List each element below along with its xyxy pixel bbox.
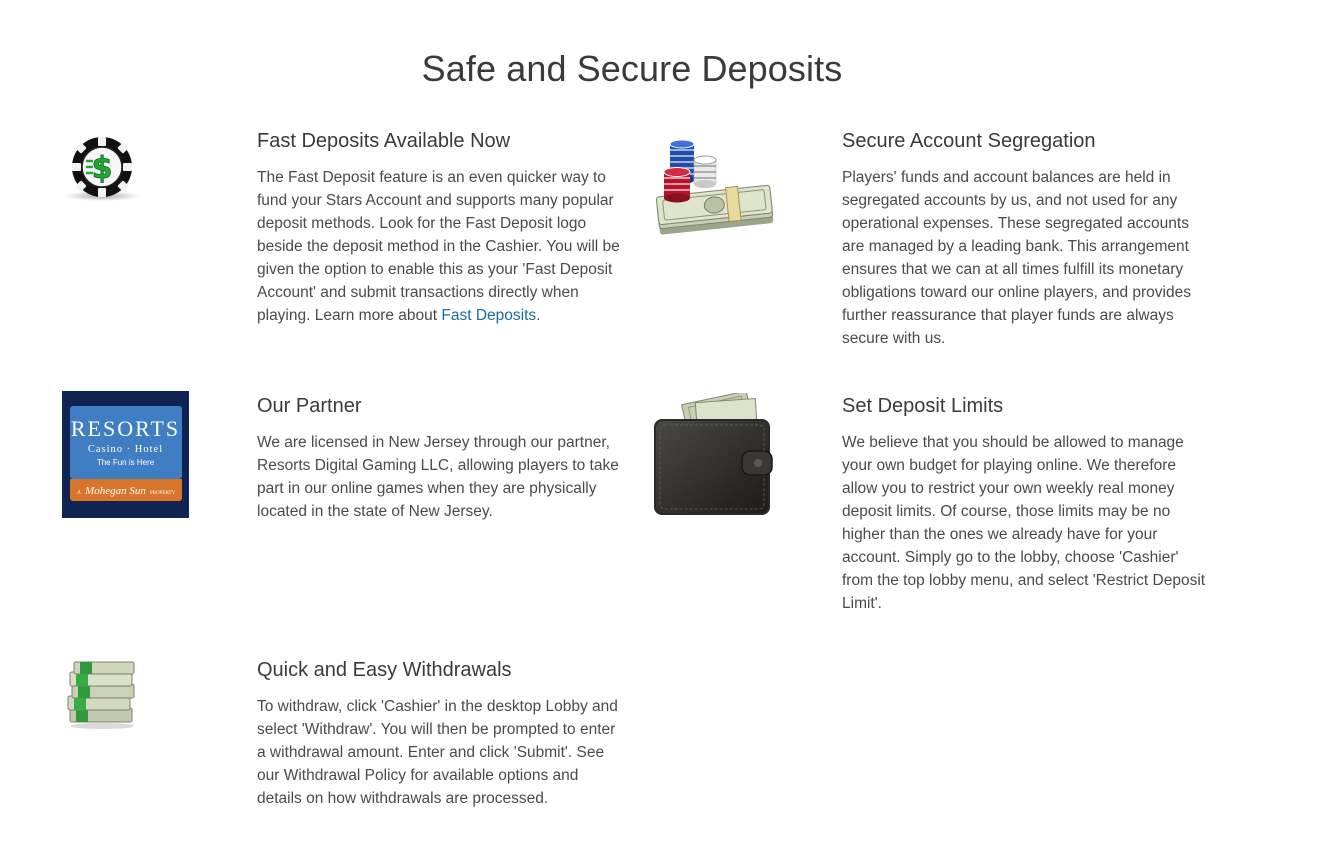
resorts-logo-name: RESORTS: [70, 416, 181, 441]
resorts-logo-brand-prefix: A: [76, 490, 82, 496]
section-partner: [257, 393, 627, 523]
section-limits: [842, 393, 1208, 615]
segregation-body: Players' funds and account balances are held in segregated accounts by us, and not used for any operational expenses. These segregated accounts are managed by a leading bank. This arrangement ensures that we can at all times fulfill its monetary obligations toward our online players, and provides further reassurance that player funds are always secure with us.: [842, 169, 1191, 347]
fast-deposits-body: [257, 166, 627, 327]
resorts-logo-brand: Mohegan Sun: [85, 485, 146, 497]
chips-and-cash-icon: [644, 136, 778, 246]
limits-body: We believe that you should be allowed to manage your own budget for playing online. We therefore allow you to restrict your own weekly real money deposit limits. Of course, those limits may be no higher than the ones we already have for your account. Simply go to the lobby, choose 'Cashier' from the top lobby menu, and select 'Restrict Deposit Limit'.: [842, 434, 1206, 612]
resorts-logo-brand-sub: PROPERTY: [149, 491, 176, 496]
section-fast-deposits: [257, 128, 627, 327]
resorts-logo-sub: Casino · Hotel: [87, 444, 164, 455]
fast-deposits-title: Fast Deposits Available Now: [257, 130, 511, 152]
section-withdrawals: [257, 657, 627, 810]
partner-title: Our Partner: [257, 395, 362, 417]
fast-deposits-link[interactable]: Fast Deposits: [441, 307, 537, 324]
page-title: Safe and Secure Deposits: [421, 48, 843, 89]
poker-chip-dollar-icon: [60, 132, 144, 204]
wallet-icon: [650, 393, 776, 519]
cash-stacks-icon: [62, 656, 142, 732]
withdrawals-body: To withdraw, click 'Cashier' in the desktop Lobby and select 'Withdraw'. You will then be prompted to enter a withdrawal amount. Enter and click 'Submit'. See our Withdrawal Policy for available options and details on how withdrawals are processed.: [257, 698, 618, 807]
segregation-title: Secure Account Segregation: [842, 130, 1096, 152]
resorts-logo: [62, 391, 189, 518]
fast-deposits-text: The Fast Deposit feature is an even quicker way to fund your Stars Account and supports many popular deposit methods. Look for the Fast Deposit logo beside the deposit method in the Cashier. You will be given the option to enable this as your 'Fast Deposit Account' and submit transactions directly when playing. Learn more about: [257, 169, 620, 324]
partner-body: We are licensed in New Jersey through our partner, Resorts Digital Gaming LLC, allowing players to take part in our online games when they are physically located in the state of New Jersey.: [257, 434, 619, 520]
resorts-logo-brand-bar: [70, 479, 182, 501]
limits-title: Set Deposit Limits: [842, 395, 1004, 417]
svg-text:$: $: [91, 151, 113, 186]
resorts-logo-tagline: The Fun is Here: [96, 458, 155, 467]
fast-deposits-text-end: .: [536, 307, 541, 324]
withdrawals-title: Quick and Easy Withdrawals: [257, 659, 512, 681]
section-segregation: [842, 128, 1208, 350]
